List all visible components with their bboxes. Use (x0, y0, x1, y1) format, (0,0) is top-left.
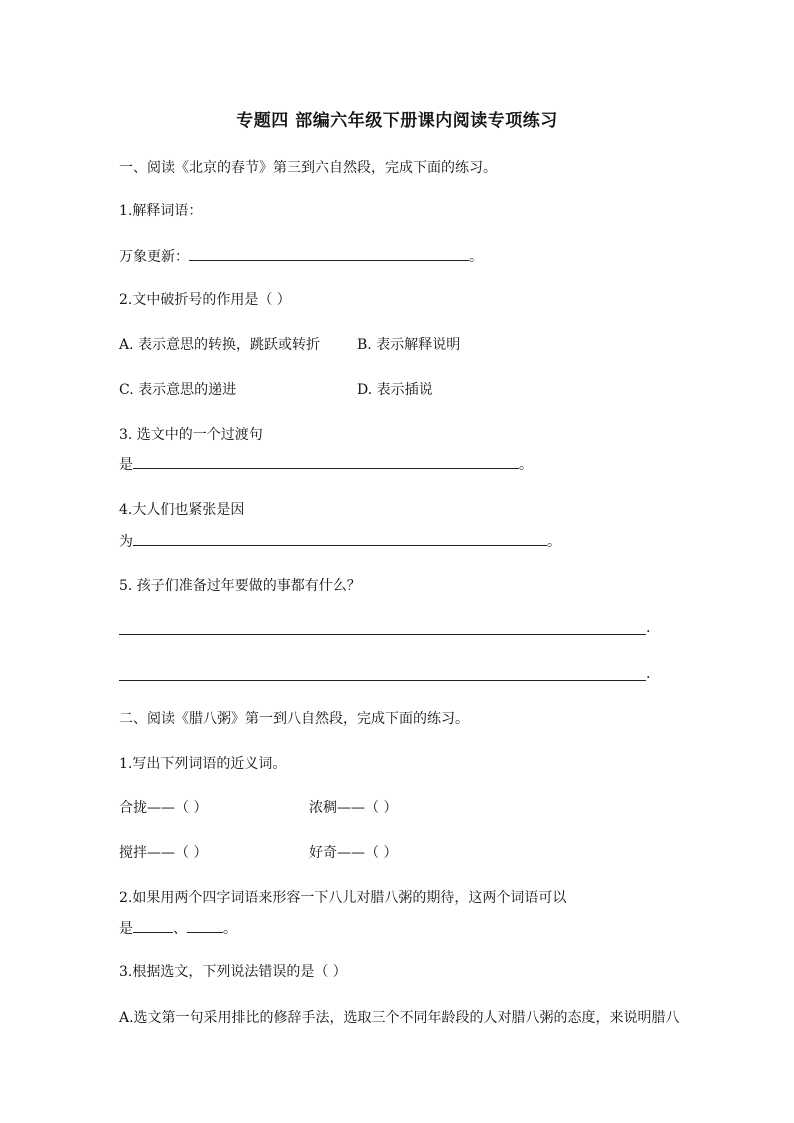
s2-q1-word-2[interactable]: 浓稠——（ ） (309, 800, 398, 816)
s1-q5-end-1: . (646, 620, 651, 636)
s2-q2-sep: 、 (173, 921, 187, 937)
s1-q4-answer-line (119, 531, 561, 552)
s1-q1-term: 万象更新： (119, 249, 189, 265)
s2-q1-word-3[interactable]: 搅拌——（ ） (119, 845, 208, 861)
s2-q1-prompt: 1.写出下列词语的近义词。 (119, 756, 287, 772)
s1-q4-end: 。 (547, 534, 561, 550)
s1-q2-option-b[interactable]: B. 表示解释说明 (357, 337, 461, 353)
s1-q5-blank-2[interactable] (119, 680, 646, 681)
s1-q1-end: 。 (469, 249, 483, 265)
s1-q3-end: 。 (519, 457, 533, 473)
s2-q2-lead: 是 (119, 921, 133, 937)
s1-q2-option-c[interactable]: C. 表示意思的递进 (119, 382, 237, 398)
s1-q2-option-a[interactable]: A. 表示意思的转换，跳跃或转折 (119, 337, 321, 353)
s2-q2-prompt: 2.如果用两个四字词语来形容一下八儿对腊八粥的期待，这两个词语可以 (119, 890, 567, 906)
s2-q1-word-4[interactable]: 好奇——（ ） (309, 845, 398, 861)
s2-q2-answer-line (119, 918, 237, 939)
s2-q1-word-1[interactable]: 合拢——（ ） (119, 800, 208, 816)
s2-q3-option-a[interactable]: A.选文第一句采用排比的修辞手法，选取三个不同年龄段的人对腊八粥的态度，来说明腊八 (119, 1010, 680, 1026)
s1-q2-option-d[interactable]: D. 表示插说 (357, 382, 433, 398)
s2-q2-blank-2[interactable] (187, 918, 223, 933)
s1-q3-answer-line (119, 454, 533, 475)
section1-heading: 一、阅读《北京的春节》第三到六自然段，完成下面的练习。 (119, 160, 497, 176)
s1-q3-prompt: 3. 选文中的一个过渡句 (119, 427, 263, 443)
s2-q2-end: 。 (223, 921, 237, 937)
s1-q1-answer-line (119, 246, 483, 267)
s1-q2-prompt: 2.文中破折号的作用是（ ） (119, 292, 291, 308)
s1-q4-prompt: 4.大人们也紧张是因 (119, 502, 245, 518)
s1-q5-end-2: . (646, 666, 651, 682)
s1-q3-blank[interactable] (133, 454, 519, 469)
s1-q3-lead: 是 (119, 457, 133, 473)
s1-q4-blank[interactable] (133, 531, 547, 546)
s1-q1-prompt: 1.解释词语： (119, 203, 203, 219)
s2-q3-prompt: 3.根据选文，下列说法错误的是（ ） (119, 964, 347, 980)
s1-q1-blank[interactable] (189, 246, 469, 261)
s2-q2-blank-1[interactable] (133, 918, 173, 933)
s1-q5-prompt: 5. 孩子们准备过年要做的事都有什么？ (119, 578, 361, 594)
page-title: 专题四 部编六年级下册课内阅读专项练习 (236, 111, 558, 131)
s1-q4-lead: 为 (119, 534, 133, 550)
section2-heading: 二、阅读《腊八粥》第一到八自然段，完成下面的练习。 (119, 711, 469, 727)
s1-q5-blank-1[interactable] (119, 634, 646, 635)
